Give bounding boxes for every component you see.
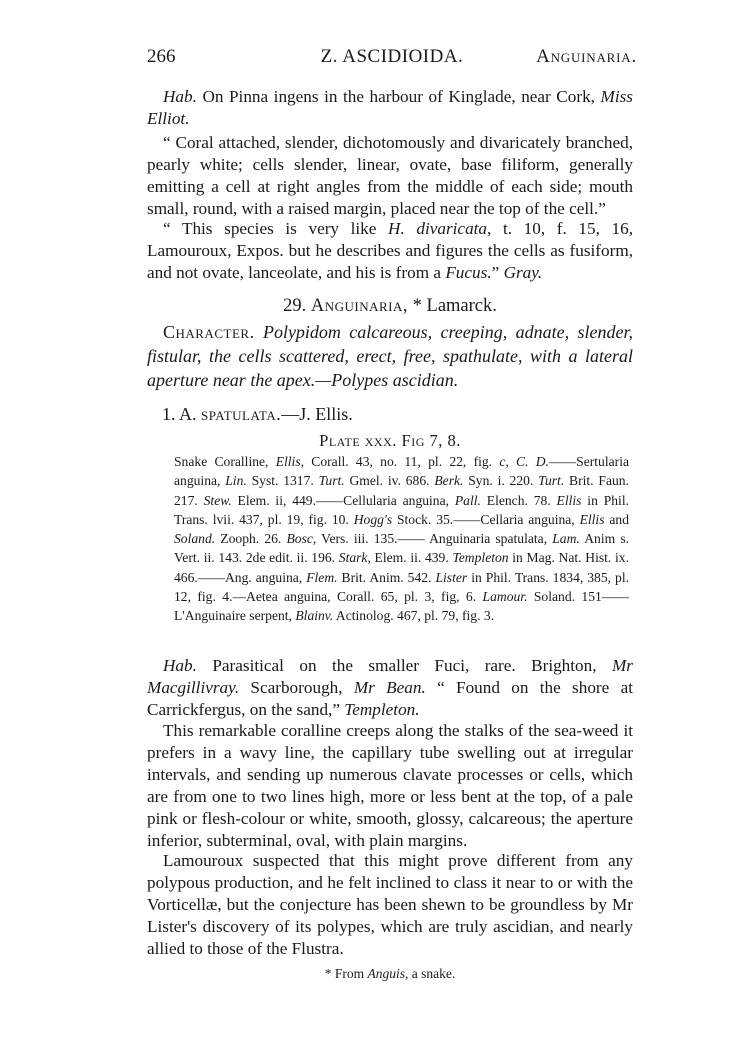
text-run: Parasitical on the smaller Fuci, rare. Brighton, (196, 656, 612, 675)
text-run: in Phil. Trans. lvii. 437, pl. 19, fig. 10. (174, 492, 630, 527)
text-run: Lister (435, 569, 468, 585)
text-run: Berk. (434, 473, 464, 489)
footnote (147, 966, 633, 982)
footnote-text: a snake. (408, 966, 456, 981)
text-run: Brit. Anim. 542. (337, 569, 436, 585)
body-paragraph: Lamouroux suspected that this might prove different from any polypous production, and he felt inclined to class it near to or with the Vorticellæ, but the conjecture has been shewn to be groundless by Mr Lister's discovery of its polypes, which are truly ascidian, and nearly allied to those of the Flustra. (147, 851, 633, 958)
text-run: Syst. 1317. (246, 473, 319, 489)
section-title: Anguinaria. (536, 46, 637, 67)
text-run: Templeton (452, 550, 509, 566)
text-run: Hab. (163, 656, 197, 675)
body-paragraph: This remarkable coralline creeps along the stalks of the sea-weed it prefers in a wavy line, the capillary tube swelling out at irregular intervals, and sending up numerous clavate processes or cells, which are from one to two lines high, more or less bent at the top, of a pale pink or flesh-colour or white, smooth, glossy, calcareous; the aperture inferior, subterminal, oval, with plain margins. (147, 721, 633, 850)
text-run: Mr Macgillivray. (147, 656, 633, 697)
text-run: Elem. ii, 449.——Cellularia anguina, (231, 492, 455, 508)
genus-ref: Fucus. (445, 263, 492, 282)
text-run: Hogg's (353, 511, 393, 527)
character-text: Polypidom calcareous, creeping, adnate, slender, fistular, the cells scattered, erect, free, spathulate, with a lateral aperture near the apex.—Polypes ascidian. (147, 322, 633, 390)
comparison-quote (147, 218, 633, 284)
footnote-term: Anguis, (367, 966, 409, 981)
genus-heading (147, 296, 633, 317)
text-run: Ellis, (275, 454, 305, 469)
genus-name: Anguinaria, (310, 296, 409, 316)
text-run: Soland. (174, 531, 216, 547)
species-number: 1. A. (162, 404, 202, 424)
text-run: c, C. D. (499, 454, 549, 469)
text-run: Elench. 78. (480, 492, 557, 508)
text-run: Stew. (203, 492, 232, 508)
genus-author: * Lamarck. (408, 296, 497, 316)
text-run: Turt. (538, 473, 565, 489)
text-run: Stock. 35.——Cellaria anguina, (392, 511, 580, 527)
text-run: Mr Bean. (353, 678, 426, 697)
text-run: Ellis (556, 492, 582, 508)
text-run: Bosc, (286, 531, 317, 547)
text-run: Ellis (579, 511, 605, 527)
species-ref: H. divaricata, (388, 219, 492, 238)
text-run: Scarborough, (239, 678, 354, 697)
text-run: Gmel. iv. 686. (344, 473, 435, 489)
text-run: Turt. (318, 473, 345, 489)
text-run: Syn. i. 220. (463, 473, 539, 489)
text-run: and (604, 511, 630, 527)
footnote-text: * From (324, 966, 368, 981)
text-run: Lam. (552, 531, 580, 547)
text-run: Soland. 151——L'Anguinaire serpent, (174, 589, 629, 624)
plate-reference: Plate xxx. Fig 7, 8. (319, 431, 461, 450)
text-run: in Phil. Trans. 1834, 385, pl. 12, fig. 4.—Aetea anguina, Corall. 65, pl. 3, fig, 6. (174, 569, 630, 605)
text-run: Anim s. Vert. ii. 143. 2de edit. ii. 196. (174, 531, 630, 566)
text-run: Templeton. (344, 700, 420, 719)
description-quote: “ Coral attached, slender, dichotomously and divaricately branched, pearly white; cells slender, linear, ovate, base filiform, generally emitting a cell at right angles from the middle of each side; mouth small, round, with a raised margin, placed near the top of the cell.” (147, 133, 633, 218)
text-run: Snake Coralline, (174, 454, 276, 469)
text-run: Zooph. 26. (215, 531, 287, 547)
hab-label: Hab. (163, 87, 197, 106)
species-name: spatulata. (201, 404, 282, 424)
text-run: Vers. iii. 135.—— Anguinaria spatulata, (316, 531, 553, 547)
page-number: 266 (147, 46, 176, 67)
genus-number: 29. (283, 296, 311, 316)
text-run: Pall. (454, 492, 481, 508)
text-run: Lin. (225, 473, 247, 489)
text-run: Actinolog. 467, pl. 79, fig. 3. (333, 608, 495, 624)
text-run: Corall. 43, no. 11, pl. 22, fig. (304, 454, 500, 469)
quote-text: “ This species is very like (163, 219, 389, 238)
habitat-paragraph (147, 86, 633, 130)
text-run: Blainv. (295, 608, 334, 624)
synonymy-list (174, 452, 629, 626)
text-run: ——Sertularia anguina, (174, 454, 629, 489)
running-title: Z. ASCIDIOIDA. (320, 46, 464, 67)
quote-close: ” (491, 263, 504, 282)
text-run: Brit. Faun. 217. (174, 473, 629, 508)
text-run: Elem. ii. 439. (370, 550, 453, 566)
quote-text: t. 10, f. 15, 16, Lamouroux, Expos. but he describes and figures the cells as fusiform, and not ovate, lanceolate, and his is from a (147, 219, 633, 282)
species-heading (162, 404, 353, 425)
text-run: Lamour. (482, 589, 528, 605)
text-run: Flem. (306, 569, 338, 585)
species-author: —J. Ellis. (281, 404, 353, 424)
text-run: Stark, (338, 550, 371, 566)
text-run: in Mag. Nat. Hist. ix. 466.——Ang. anguina, (174, 550, 629, 585)
quote-author: Gray. (503, 263, 543, 282)
hab-collector: Miss Elliot. (147, 87, 633, 128)
character-paragraph (147, 320, 633, 392)
text-run: “ Found on the shore at Carrickfergus, on the sand,” (147, 678, 633, 719)
hab-text: On Pinna ingens in the harbour of Kinglade, near Cork, (196, 87, 601, 106)
running-header (147, 46, 637, 76)
species-habitat (147, 655, 633, 721)
character-label: Character. (163, 322, 255, 342)
